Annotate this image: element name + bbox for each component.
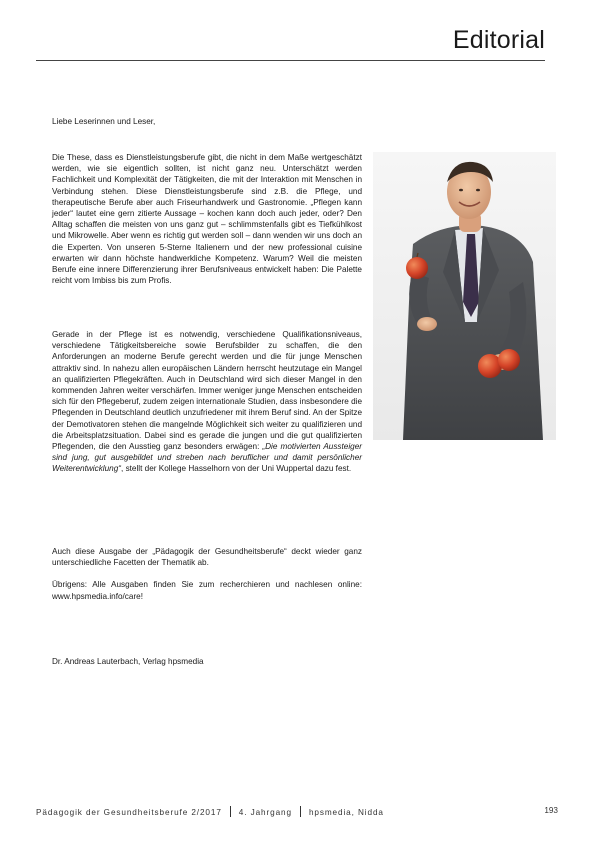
header-rule xyxy=(36,60,545,61)
paragraph-2-quote: „Die motivierten Aussteiger sind jung, gut ausgebildet und streben nach beruflicher und damit persönlicher Weiterentwicklung“ xyxy=(52,442,362,474)
paragraph-2-before: Gerade in der Pflege ist es notwendig, verschiedene Qualifikationsniveaus, verschiedene Tätigkeitsbereiche sowie Berufsbilder zu schaffen, die den Anforderungen an moderne Berufe gerecht werden und die für junge Menschen attraktiv sind. In nahezu allen europäischen Ländern herrscht heutzutage ein Mangel an qualifizierten Pflegekräften. Auch in Deutschland wird sich dieser Mangel in den kommenden Jahren weiter verschärfen. Immer weniger junge Menschen entscheiden sich für den Pflegeberuf, zudem zeigen internationale Studien, dass insbesondere die Pflegenden in Deutschland deutlich unzufriedener mit ihrem Beruf sind. An der Spitze der Demotivatoren stehen die mangelnde Möglichkeit sich weiter zu qualifizieren und die Arbeitsplatzsituation. Dabei sind es gerade die jungen und die gut qualifizierten Pflegenden, die den Ausstieg ganz besonders erwägen: xyxy=(52,330,362,452)
footer-volume: 4. Jahrgang xyxy=(238,808,292,817)
page-number: 193 xyxy=(544,806,558,815)
paragraph-4-text: Übrigens: Alle Ausgaben finden Sie zum recherchieren und nachlesen online: www.hpsmedia.info/care! xyxy=(52,580,362,601)
page-title: Editorial xyxy=(452,26,545,54)
footer-separator xyxy=(300,806,301,817)
paragraph-1 xyxy=(52,152,362,297)
author-photo xyxy=(373,152,556,440)
footer-separator xyxy=(230,806,231,817)
footer-journal: Pädagogik der Gesundheitsberufe 2/2017 xyxy=(36,808,222,817)
juggling-man-image xyxy=(373,152,556,440)
signature: Dr. Andreas Lauterbach, Verlag hpsmedia xyxy=(52,657,204,666)
closing-paragraphs xyxy=(52,546,362,613)
page-footer xyxy=(36,806,558,817)
footer-publisher: hpsmedia, Nidda xyxy=(308,808,384,817)
paragraph-2-after: , stellt der Kollege Hasselhorn von der Uni Wuppertal dazu fest. xyxy=(121,464,352,474)
paragraph-1-text: Die These, dass es Dienstleistungsberufe gibt, die nicht in dem Maße wertgeschätzt werden, wie sie eigentlich sollten, ist nicht ganz neu. Unterschätzt werden Fachlichkeit und Komplexität der Tätigkeiten, die mit der Interaktion mit Menschen in Verbindung stehen. Diese Dienstleistungsberufe sind z.B. die Pflege, und therapeutische Berufe aber auch Friseurhandwerk und Gastronomie. „Pflegen kann jeder“ lautet eine gern zitierte Aussage – kochen kann doch auch jeder, oder? Den Alltag schaffen die meisten von uns ganz gut – schlimmstenfalls gibt es Tiefkühlkost und Mikrowelle. Aber wenn es richtig gut werden soll – dann wenden wir uns doch an die Experten. Von unseren 5-Sterne Italienern und der new professional cuisine erwarten wir dann höchste handwerkliche Kompetenz. Warum? Weil die meisten Berufe eine innere Differenzierung ihrer Berufsniveaus entwickelt haben: Die Palette reicht vom Imbiss bis zum Profis. xyxy=(52,153,362,286)
paragraph-2 xyxy=(52,329,362,486)
paragraph-3-text: Auch diese Ausgabe der „Pädagogik der Gesundheitsberufe“ deckt wieder ganz unterschiedliche Facetten der Thematik ab. xyxy=(52,547,362,568)
paragraph-2-text xyxy=(52,329,362,475)
salutation: Liebe Leserinnen und Leser, xyxy=(52,117,156,126)
